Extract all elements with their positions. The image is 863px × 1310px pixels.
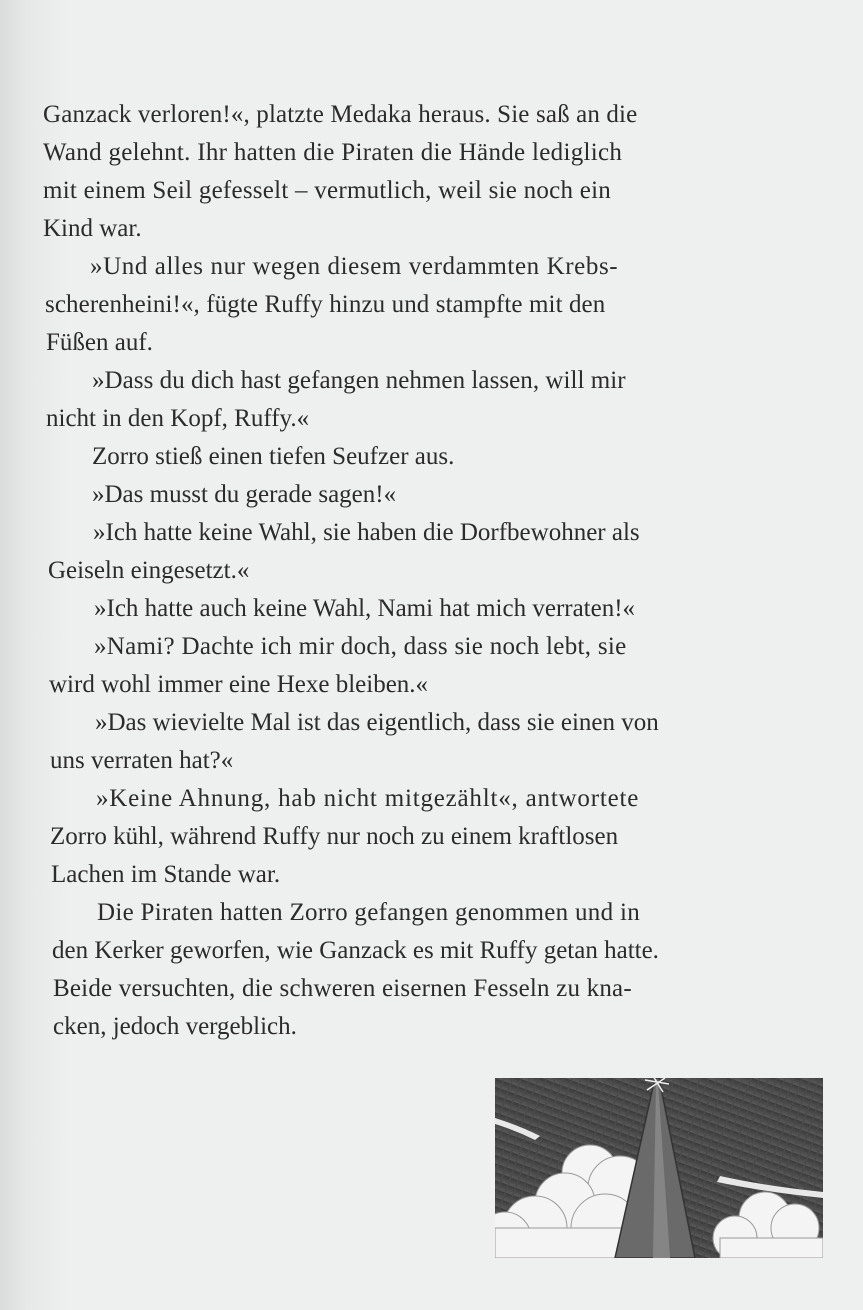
text-line: Füßen auf. [46, 329, 153, 356]
text-line: Wand gelehnt. Ihr hatten die Piraten die Hände lediglich [43, 139, 623, 166]
text-line: »Ich hatte auch keine Wahl, Nami hat mich verraten!« [94, 595, 636, 622]
text-line: »Das wievielte Mal ist das eigentlich, dass sie einen von [95, 709, 659, 736]
text-line: wird wohl immer eine Hexe bleiben.« [49, 671, 429, 698]
text-line: mit einem Seil gefesselt – vermutlich, weil sie noch ein [43, 177, 612, 204]
text-line: »Keine Ahnung, hab nicht mitgezählt«, antwortete [96, 785, 640, 812]
text-line: »Das musst du gerade sagen!« [92, 481, 397, 508]
text-line: den Kerker geworfen, wie Ganzack es mit Ruffy getan hatte. [52, 937, 659, 964]
text-line: Zorro stieß einen tiefen Seufzer aus. [92, 443, 455, 470]
text-line: Zorro kühl, während Ruffy nur noch zu einem kraftlosen [50, 823, 619, 850]
text-line: »Und alles nur wegen diesem verdammten Krebs- [90, 253, 619, 280]
text-line: Ganzack verloren!«, platzte Medaka heraus. Sie saß an die [43, 101, 638, 128]
text-line: Lachen im Stande war. [51, 861, 281, 888]
text-line: »Ich hatte keine Wahl, sie haben die Dorfbewohner als [93, 519, 640, 546]
text-line: uns verraten hat?« [50, 747, 234, 774]
text-line: nicht in den Kopf, Ruffy.« [46, 405, 310, 432]
text-line: Beide versuchten, die schweren eisernen Fesseln zu kna- [53, 975, 632, 1002]
text-line: »Nami? Dachte ich mir doch, dass sie noch lebt, sie [94, 633, 627, 660]
illustration-svg [495, 1078, 823, 1258]
text-line: Kind war. [43, 215, 142, 242]
text-line: cken, jedoch vergeblich. [53, 1013, 297, 1040]
text-line: Geiseln eingesetzt.« [48, 557, 250, 584]
text-line: Die Piraten hatten Zorro gefangen genommen und in [97, 899, 641, 926]
manga-illustration [495, 1078, 823, 1258]
text-line: »Dass du dich hast gefangen nehmen lassen, will mir [92, 367, 626, 394]
text-line: scherenheini!«, fügte Ruffy hinzu und stampfte mit den [45, 291, 606, 318]
